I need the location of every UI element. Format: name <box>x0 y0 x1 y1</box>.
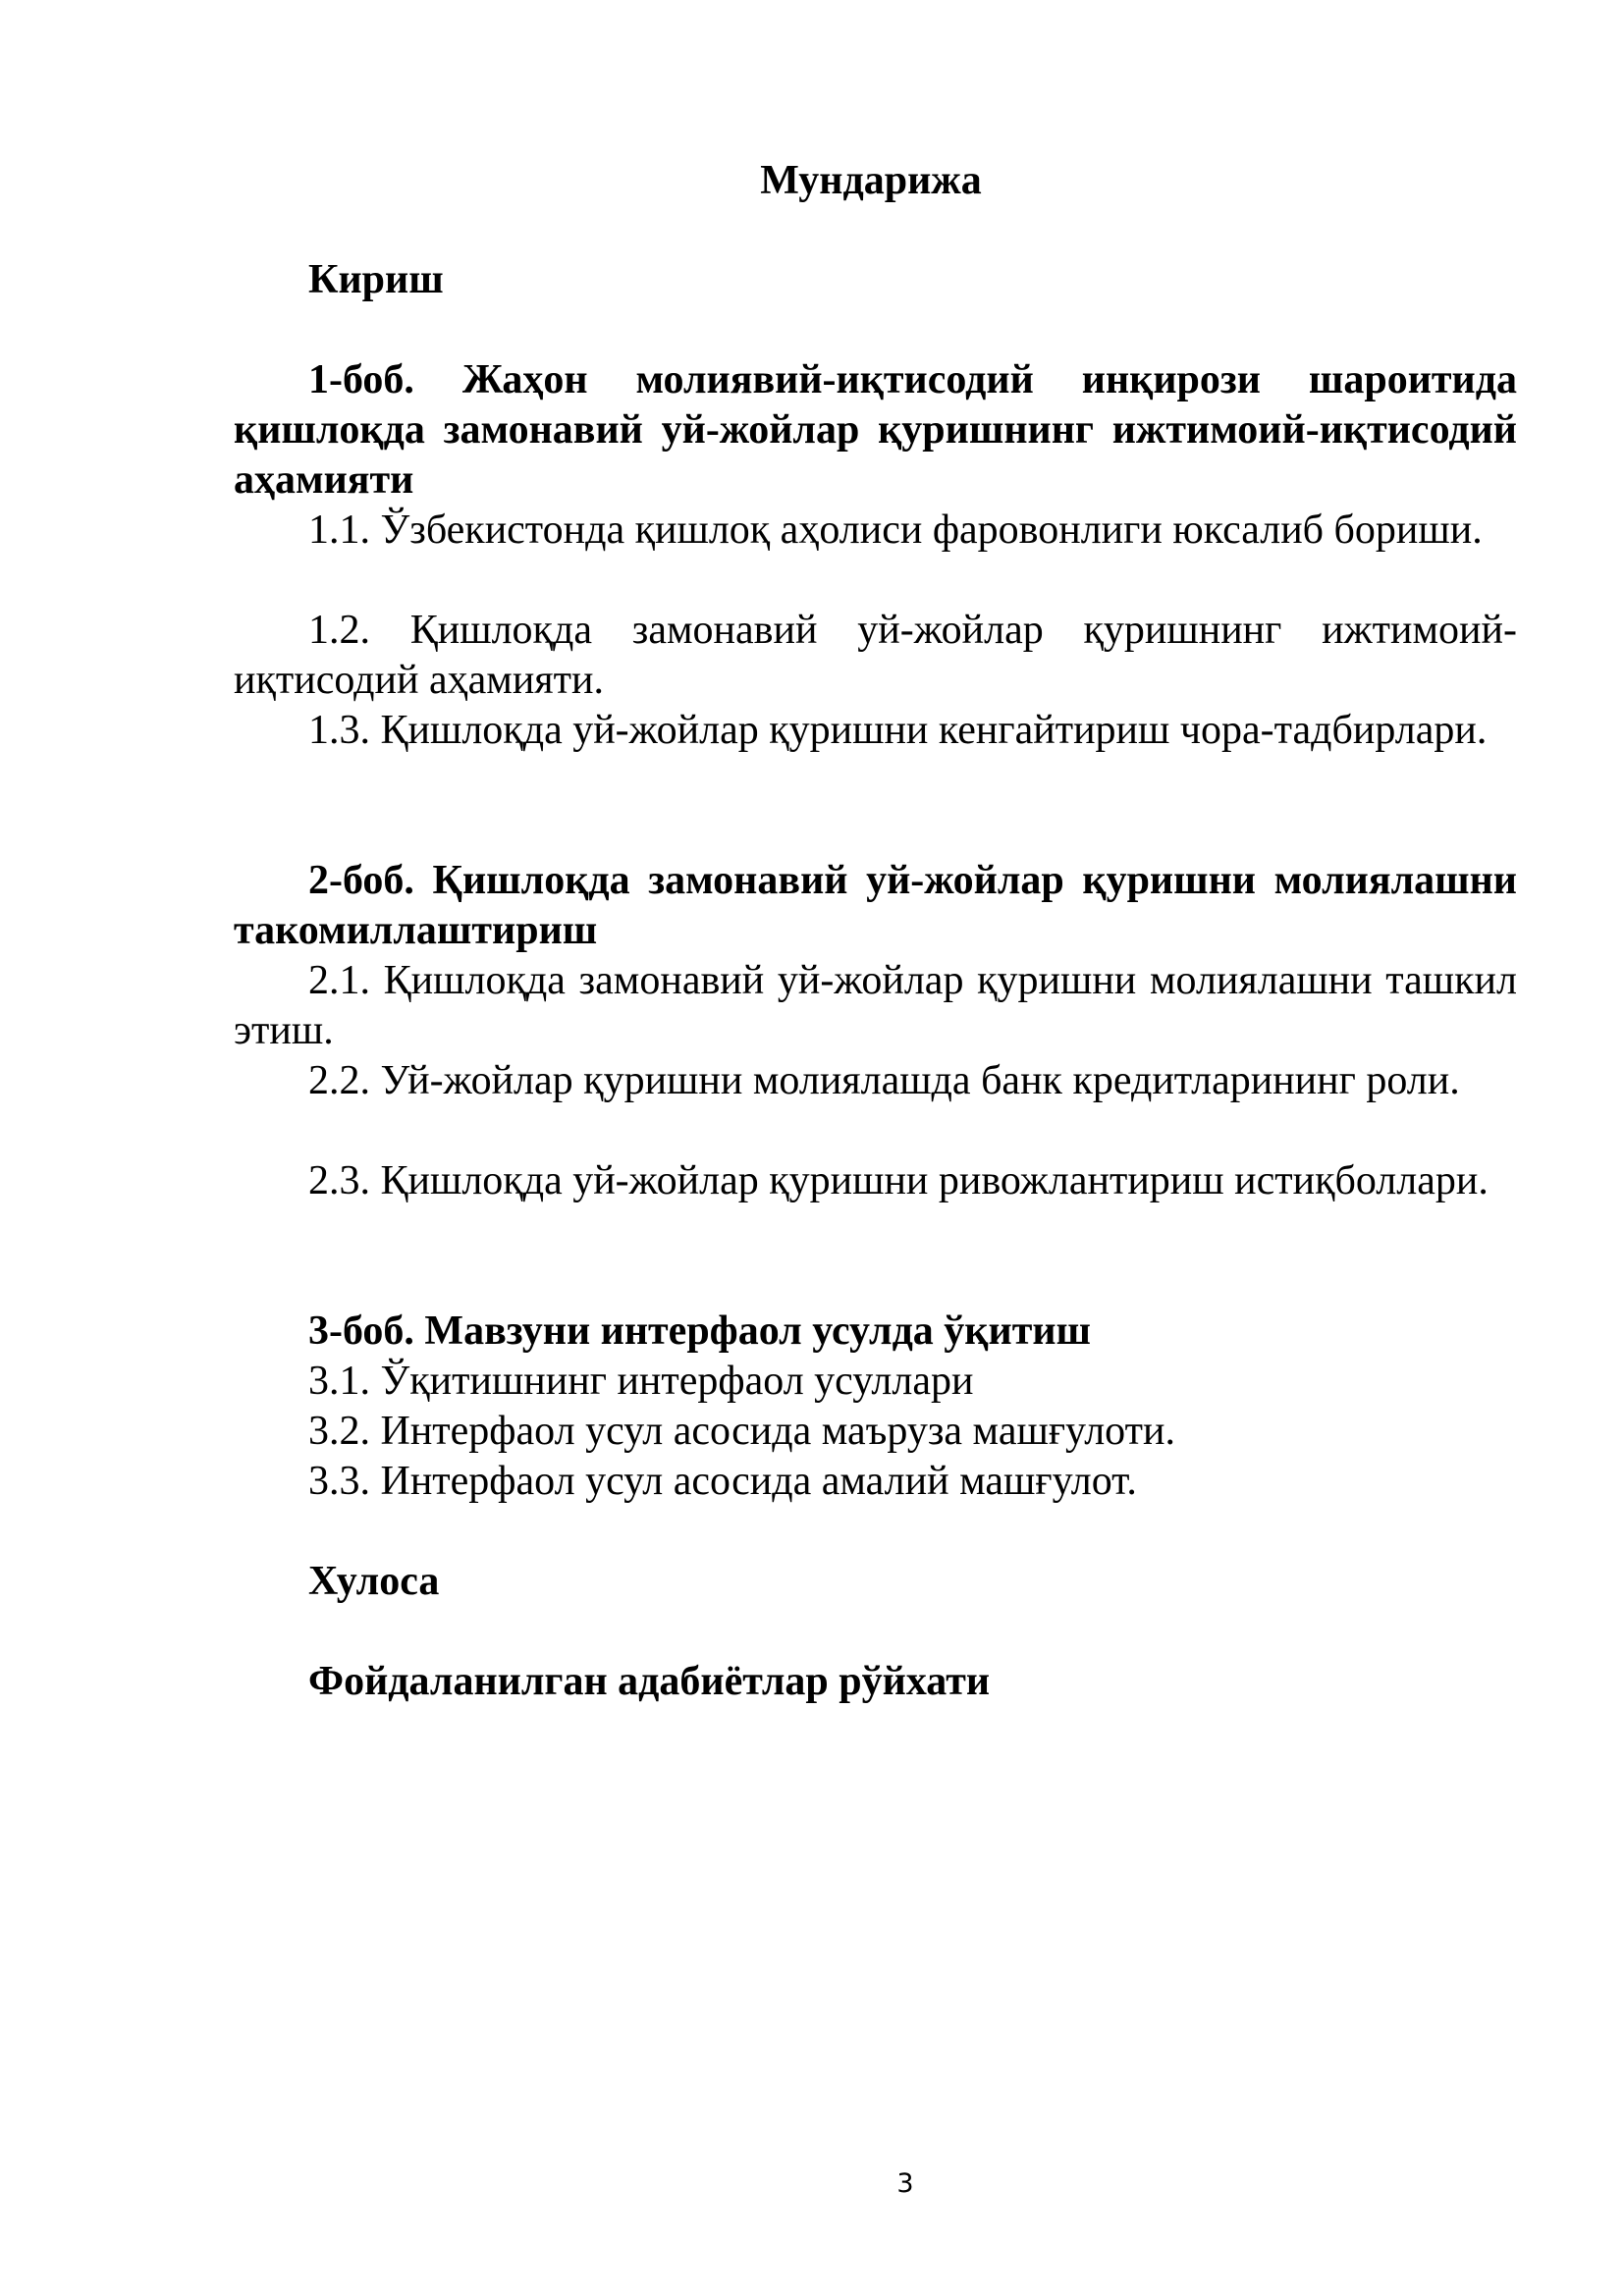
toc-title: Мундарижа <box>760 158 982 203</box>
chapter-1-heading: 1-боб. Жаҳон молиявий-иқтисодий инқирози шароитида қишлоқда замонавий уй-жойлар қуришнинг ижтимоий-иқтисодий аҳамияти <box>234 357 1517 503</box>
page-number: 3 <box>896 2168 914 2199</box>
section-2-2: 2.2. Уй-жойлар қуришни молиялашда банк кредитларининг роли. <box>308 1058 1460 1103</box>
section-3-3: 3.3. Интерфаол усул асосида амалий машғулот. <box>308 1459 1137 1504</box>
section-1-1: 1.1. Ўзбекистонда қишлоқ аҳолиси фаровонлиги юксалиб бориши. <box>308 507 1483 553</box>
chapter-3-heading: 3-боб. Мавзуни интерфаол усулда ўқитиш <box>308 1308 1091 1354</box>
toc-references: Фойдаланилган адабиётлар рўйхати <box>308 1659 991 1704</box>
section-3-2: 3.2. Интерфаол усул асосида маъруза машғулоти. <box>308 1409 1175 1454</box>
section-1-3: 1.3. Қишлоқда уй-жойлар қуришни кенгайтириш чора-тадбирлари. <box>308 708 1488 753</box>
toc-conclusion: Хулоса <box>308 1559 440 1604</box>
chapter-2-heading: 2-боб. Қишлоқда замонавий уй-жойлар қуришни молиялашни такомиллаштириш <box>234 858 1517 953</box>
toc-introduction: Кириш <box>308 257 444 302</box>
section-2-3: 2.3. Қишлоқда уй-жойлар қуришни ривожлантириш истиқболлари. <box>308 1158 1489 1203</box>
section-3-1: 3.1. Ўқитишнинг интерфаол усуллари <box>308 1359 974 1404</box>
section-2-1: 2.1. Қишлоқда замонавий уй-жойлар қуришни молиялашни ташкил этиш. <box>234 958 1517 1053</box>
section-1-2: 1.2. Қишлоқда замонавий уй-жойлар қуришнинг ижтимоий-иқтисодий аҳамияти. <box>234 608 1517 703</box>
